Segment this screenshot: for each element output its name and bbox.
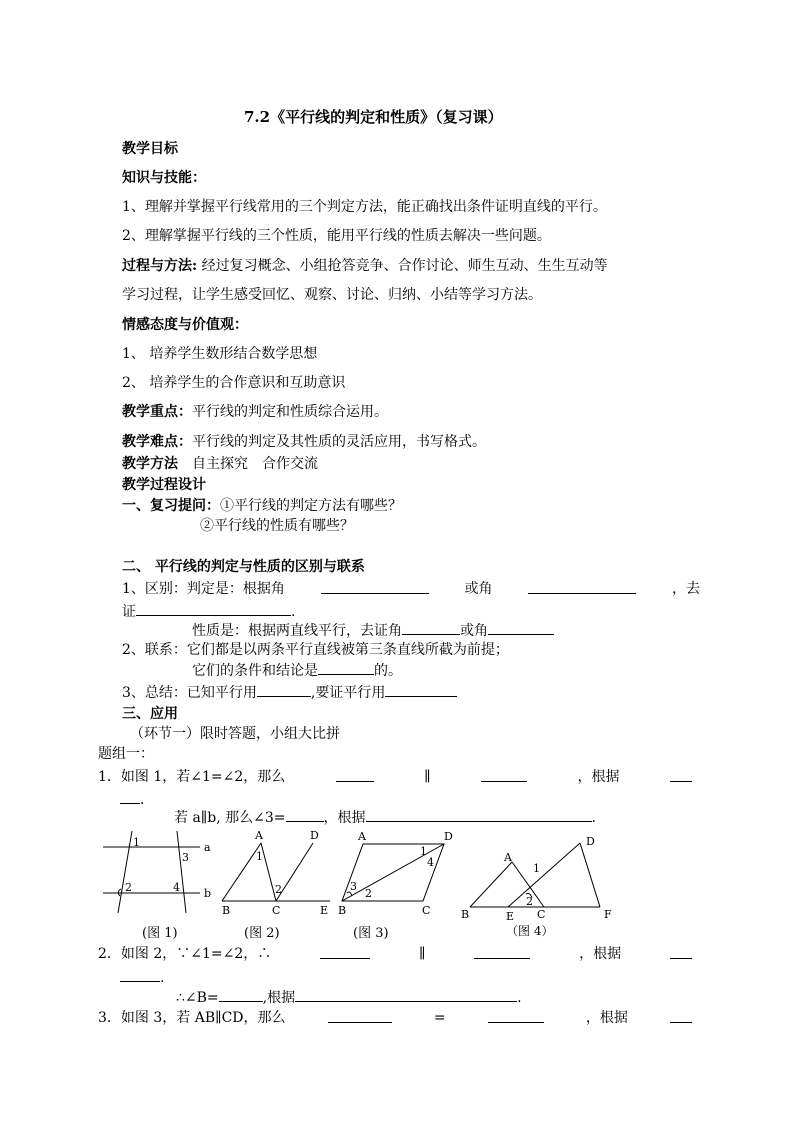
question-text: ∴∠B= (176, 990, 219, 1006)
section3-heading: 三、应用 (122, 706, 178, 722)
section2-heading: 二、 平行线的判定与性质的区别与联系 (122, 559, 365, 575)
fig1-label: 2 (125, 881, 132, 894)
method-line (122, 455, 318, 473)
figure-1-caption: (图 1) (142, 926, 178, 941)
question-text: ∥ (418, 946, 426, 962)
link-line-2 (192, 661, 402, 680)
fig2-label: B (222, 904, 231, 917)
question-text: 3．如图 3，若 AB∥CD，那么 (98, 1010, 286, 1026)
fig1-label: a (204, 841, 211, 854)
fig3-label: 2 (365, 887, 372, 900)
review-line (122, 497, 402, 515)
question-2-line-2 (176, 988, 522, 1007)
process-text: 经过复习概念、小组抢答竞争、合作讨论、师生互动、生生互动等 (201, 258, 608, 274)
answer-blank[interactable] (366, 808, 592, 822)
key-label: 教学重点： (122, 404, 192, 420)
fig3-label: B (338, 904, 347, 917)
figure-3-caption: (图 3) (353, 926, 389, 941)
answer-blank[interactable] (321, 580, 429, 594)
question-text: ． (140, 792, 154, 808)
question-text: ，根据 (577, 769, 620, 785)
fig2-label: E (320, 904, 329, 917)
question-text: 1．如图 1，若∠1=∠2，那么 (98, 769, 286, 785)
question-1-line (98, 768, 692, 786)
goals-heading: 教学目标 (122, 141, 178, 157)
difference-text: ，去 (671, 581, 700, 597)
fig3-label: A (358, 830, 366, 843)
fig4-label: 1 (533, 862, 540, 875)
figure-2-caption: (图 2) (244, 926, 280, 941)
answer-blank[interactable] (488, 1009, 544, 1023)
answer-blank[interactable] (286, 808, 324, 822)
difference-text: 证 (122, 604, 136, 620)
answer-blank[interactable] (257, 683, 311, 697)
figure-4-caption: （图 4） (506, 924, 554, 938)
question-text: . (160, 970, 165, 986)
difference-text: 或角 (464, 581, 493, 597)
question-1-cont (120, 790, 154, 809)
summary-text: 3、总结：已知平行用 (122, 685, 257, 701)
fig2-label: 2 (275, 883, 282, 896)
fig3-label: 4 (427, 856, 434, 869)
difficulty-label: 教学难点： (122, 434, 192, 450)
fig4-label: F (604, 908, 612, 921)
key-point (122, 403, 388, 421)
difference-text: . (291, 604, 296, 620)
question-text: = (433, 1010, 446, 1026)
method-label: 教学方法 (122, 456, 178, 472)
answer-blank[interactable] (488, 621, 554, 635)
property-text: 性质是：根据两直线平行，去证角 (192, 623, 402, 639)
round-label: （环节一）限时答题，小组大比拼 (130, 726, 340, 742)
key-text: 平行线的判定和性质综合运用。 (192, 404, 388, 420)
group-label: 题组一： (98, 746, 154, 762)
summary-line (122, 683, 457, 702)
fig2-label: D (310, 829, 319, 842)
question-text: ，根据 (579, 946, 622, 962)
answer-blank[interactable] (670, 768, 692, 782)
question-text: ，根据 (323, 810, 366, 826)
answer-blank[interactable] (385, 683, 457, 697)
fig3-label: C (422, 904, 431, 917)
review-q2: ②平行线的性质有哪些？ (200, 518, 354, 534)
review-label: 一、复习提问： (122, 498, 220, 514)
difference-line (122, 580, 700, 598)
method-text: 自主探究 合作交流 (192, 456, 318, 472)
answer-blank[interactable] (219, 988, 263, 1002)
property-line (192, 621, 554, 640)
knowledge-heading: 知识与技能： (122, 170, 206, 186)
answer-blank[interactable] (670, 945, 692, 959)
question-text: 2．如图 2，∵∠1=∠2，∴ (98, 946, 272, 962)
answer-blank[interactable] (402, 621, 460, 635)
review-q1: ①平行线的判定方法有哪些？ (220, 498, 402, 514)
knowledge-item: 1、理解并掌握平行线常用的三个判定方法，能正确找出条件证明直线的平行。 (122, 199, 607, 215)
answer-blank[interactable] (136, 602, 291, 616)
question-text: . (591, 810, 596, 826)
question-text: 若 a∥b, 那么∠3= (174, 810, 286, 826)
doc-title: 7.2《平行线的判定和性质》（复习课） (244, 108, 503, 126)
fig1-label: 4 (173, 881, 180, 894)
design-heading: 教学过程设计 (122, 477, 206, 493)
answer-blank[interactable] (474, 945, 530, 959)
link-text: 它们的条件和结论是 (192, 663, 318, 679)
fig4-label: A (504, 851, 512, 864)
answer-blank[interactable] (670, 1009, 692, 1023)
difference-text: 1、区别：判定是：根据角 (122, 581, 285, 597)
answer-blank[interactable] (328, 1009, 392, 1023)
link-text: 的。 (374, 663, 402, 679)
fig3-label: D (444, 830, 453, 843)
answer-blank[interactable] (528, 580, 636, 594)
answer-blank[interactable] (318, 661, 374, 675)
process-heading: 过程与方法: (122, 258, 198, 274)
fig4-label: B (461, 908, 470, 921)
answer-blank[interactable] (120, 790, 140, 804)
fig2-label: C (272, 904, 281, 917)
fig1-label: b (204, 887, 212, 900)
difficulty-text: 平行线的判定及其性质的灵活应用，书写格式。 (192, 434, 486, 450)
answer-blank[interactable] (481, 768, 527, 782)
link-line: 2、联系：它们都是以两条平行直线被第三条直线所截为前提； (122, 642, 509, 658)
fig2-label: A (255, 829, 263, 842)
difference-continued (122, 602, 295, 621)
fig3-label: 1 (420, 845, 427, 858)
property-text: 或角 (460, 623, 488, 639)
process-text-2: 学习过程，让学生感受回忆、观察、讨论、归纳、小结等学习方法。 (122, 287, 542, 303)
answer-blank[interactable] (120, 968, 160, 982)
question-3-line (98, 1009, 692, 1027)
fig1-label: 3 (182, 851, 189, 864)
process-line (122, 257, 608, 275)
fig4-label: D (586, 835, 595, 848)
question-text: . (517, 990, 522, 1006)
summary-text: ,要证平行用 (310, 685, 386, 701)
fig4-label: E (506, 910, 515, 923)
fig2-label: 1 (256, 850, 263, 863)
difficulty-point (122, 433, 486, 451)
fig3-label: 3 (350, 880, 357, 893)
question-2-cont (120, 968, 164, 987)
answer-blank[interactable] (336, 768, 374, 782)
fig4-label: C (537, 908, 546, 921)
question-text: ,根据 (262, 990, 296, 1006)
fig1-label: 1 (133, 836, 140, 849)
question-2-line (98, 945, 692, 963)
answer-blank[interactable] (295, 988, 517, 1002)
emotion-heading: 情感态度与价值观： (122, 317, 248, 333)
question-text: ，根据 (585, 1010, 628, 1026)
knowledge-item: 2、理解掌握平行线的三个性质，能用平行线的性质去解决一些问题。 (122, 228, 551, 244)
fig4-label: 2 (526, 895, 533, 908)
answer-blank[interactable] (320, 945, 370, 959)
emotion-item: 2、 培养学生的合作意识和互助意识 (122, 375, 346, 391)
question-text: ∥ (424, 769, 431, 785)
emotion-item: 1、 培养学生数形结合数学思想 (122, 346, 318, 362)
